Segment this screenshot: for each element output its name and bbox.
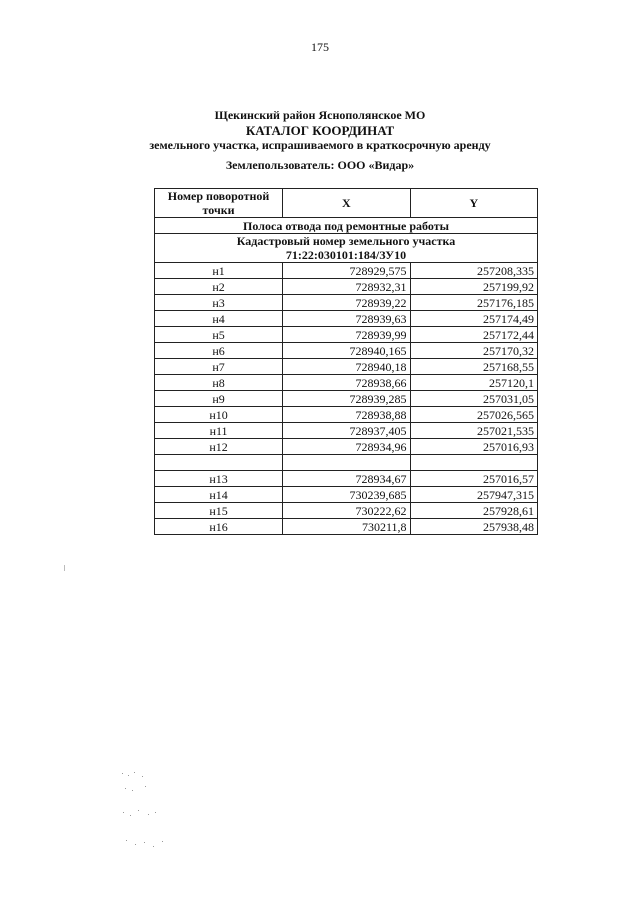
document-header <box>0 108 640 173</box>
y-cell: 257031,05 <box>410 391 537 407</box>
point-cell: н11 <box>155 423 283 439</box>
point-cell: н1 <box>155 263 283 279</box>
point-cell: н8 <box>155 375 283 391</box>
y-cell: 257168,55 <box>410 359 537 375</box>
x-cell: 728939,22 <box>283 295 410 311</box>
table-row <box>155 423 538 439</box>
point-cell: н16 <box>155 519 283 535</box>
table-row <box>155 487 538 503</box>
table-row <box>155 279 538 295</box>
table-row <box>155 503 538 519</box>
point-cell: н4 <box>155 311 283 327</box>
table-row <box>155 263 538 279</box>
cadastral-cell <box>155 234 538 263</box>
blank-row <box>155 455 538 471</box>
y-cell: 257172,44 <box>410 327 537 343</box>
y-cell: 257120,1 <box>410 375 537 391</box>
point-cell: н3 <box>155 295 283 311</box>
table-row <box>155 375 538 391</box>
y-cell: 257928,61 <box>410 503 537 519</box>
scan-noise <box>120 770 180 870</box>
y-cell: 257176,185 <box>410 295 537 311</box>
point-cell: н13 <box>155 471 283 487</box>
x-cell: 730222,62 <box>283 503 410 519</box>
y-cell: 257021,535 <box>410 423 537 439</box>
point-cell: н6 <box>155 343 283 359</box>
scan-edge-mark <box>64 565 65 571</box>
point-cell: н10 <box>155 407 283 423</box>
point-cell: н9 <box>155 391 283 407</box>
x-cell: 728939,285 <box>283 391 410 407</box>
x-cell: 728938,88 <box>283 407 410 423</box>
x-cell: 728932,31 <box>283 279 410 295</box>
y-cell: 257174,49 <box>410 311 537 327</box>
y-cell: 257947,315 <box>410 487 537 503</box>
point-cell: н15 <box>155 503 283 519</box>
header-point-number: Номер поворотной точки <box>155 189 283 218</box>
table-row <box>155 439 538 455</box>
cadastral-number: 71:22:030101:184/ЗУ10 <box>285 248 407 262</box>
point-cell: н2 <box>155 279 283 295</box>
point-cell: н14 <box>155 487 283 503</box>
y-cell: 257208,335 <box>410 263 537 279</box>
x-cell: 728934,67 <box>283 471 410 487</box>
y-cell: 257199,92 <box>410 279 537 295</box>
point-cell: н7 <box>155 359 283 375</box>
table-row <box>155 407 538 423</box>
table-header-row <box>155 189 538 218</box>
section-row <box>155 218 538 234</box>
land-user: Землепользователь: ООО «Видар» <box>225 158 415 172</box>
catalog-title: КАТАЛОГ КООРДИНАТ <box>245 123 395 138</box>
y-cell: 257938,48 <box>410 519 537 535</box>
x-cell: 728937,405 <box>283 423 410 439</box>
y-cell: 257016,93 <box>410 439 537 455</box>
point-cell: н12 <box>155 439 283 455</box>
table-row <box>155 391 538 407</box>
y-cell: 257026,565 <box>410 407 537 423</box>
region-title: Щекинский район Яснополянское МО <box>214 108 426 122</box>
header-x: X <box>283 189 410 218</box>
point-cell: н5 <box>155 327 283 343</box>
document-subtitle: земельного участка, испрашиваемого в краткосрочную аренду <box>149 138 491 152</box>
blank-cell <box>155 455 283 471</box>
cadastral-label: Кадастровый номер земельного участка <box>236 234 456 248</box>
coordinates-table <box>154 188 538 535</box>
x-cell: 730239,685 <box>283 487 410 503</box>
table-row <box>155 295 538 311</box>
table-row <box>155 359 538 375</box>
cadastral-row <box>155 234 538 263</box>
blank-cell <box>410 455 537 471</box>
x-cell: 728939,99 <box>283 327 410 343</box>
x-cell: 728938,66 <box>283 375 410 391</box>
x-cell: 728929,575 <box>283 263 410 279</box>
table-row <box>155 519 538 535</box>
page-number: 175 <box>311 40 329 54</box>
table-row <box>155 471 538 487</box>
header-y: Y <box>410 189 537 218</box>
table-row <box>155 311 538 327</box>
x-cell: 728940,165 <box>283 343 410 359</box>
x-cell: 730211,8 <box>283 519 410 535</box>
x-cell: 728940,18 <box>283 359 410 375</box>
section-title: Полоса отвода под ремонтные работы <box>155 218 538 234</box>
table-row <box>155 327 538 343</box>
y-cell: 257170,32 <box>410 343 537 359</box>
table-row <box>155 343 538 359</box>
x-cell: 728934,96 <box>283 439 410 455</box>
y-cell: 257016,57 <box>410 471 537 487</box>
x-cell: 728939,63 <box>283 311 410 327</box>
blank-cell <box>283 455 410 471</box>
